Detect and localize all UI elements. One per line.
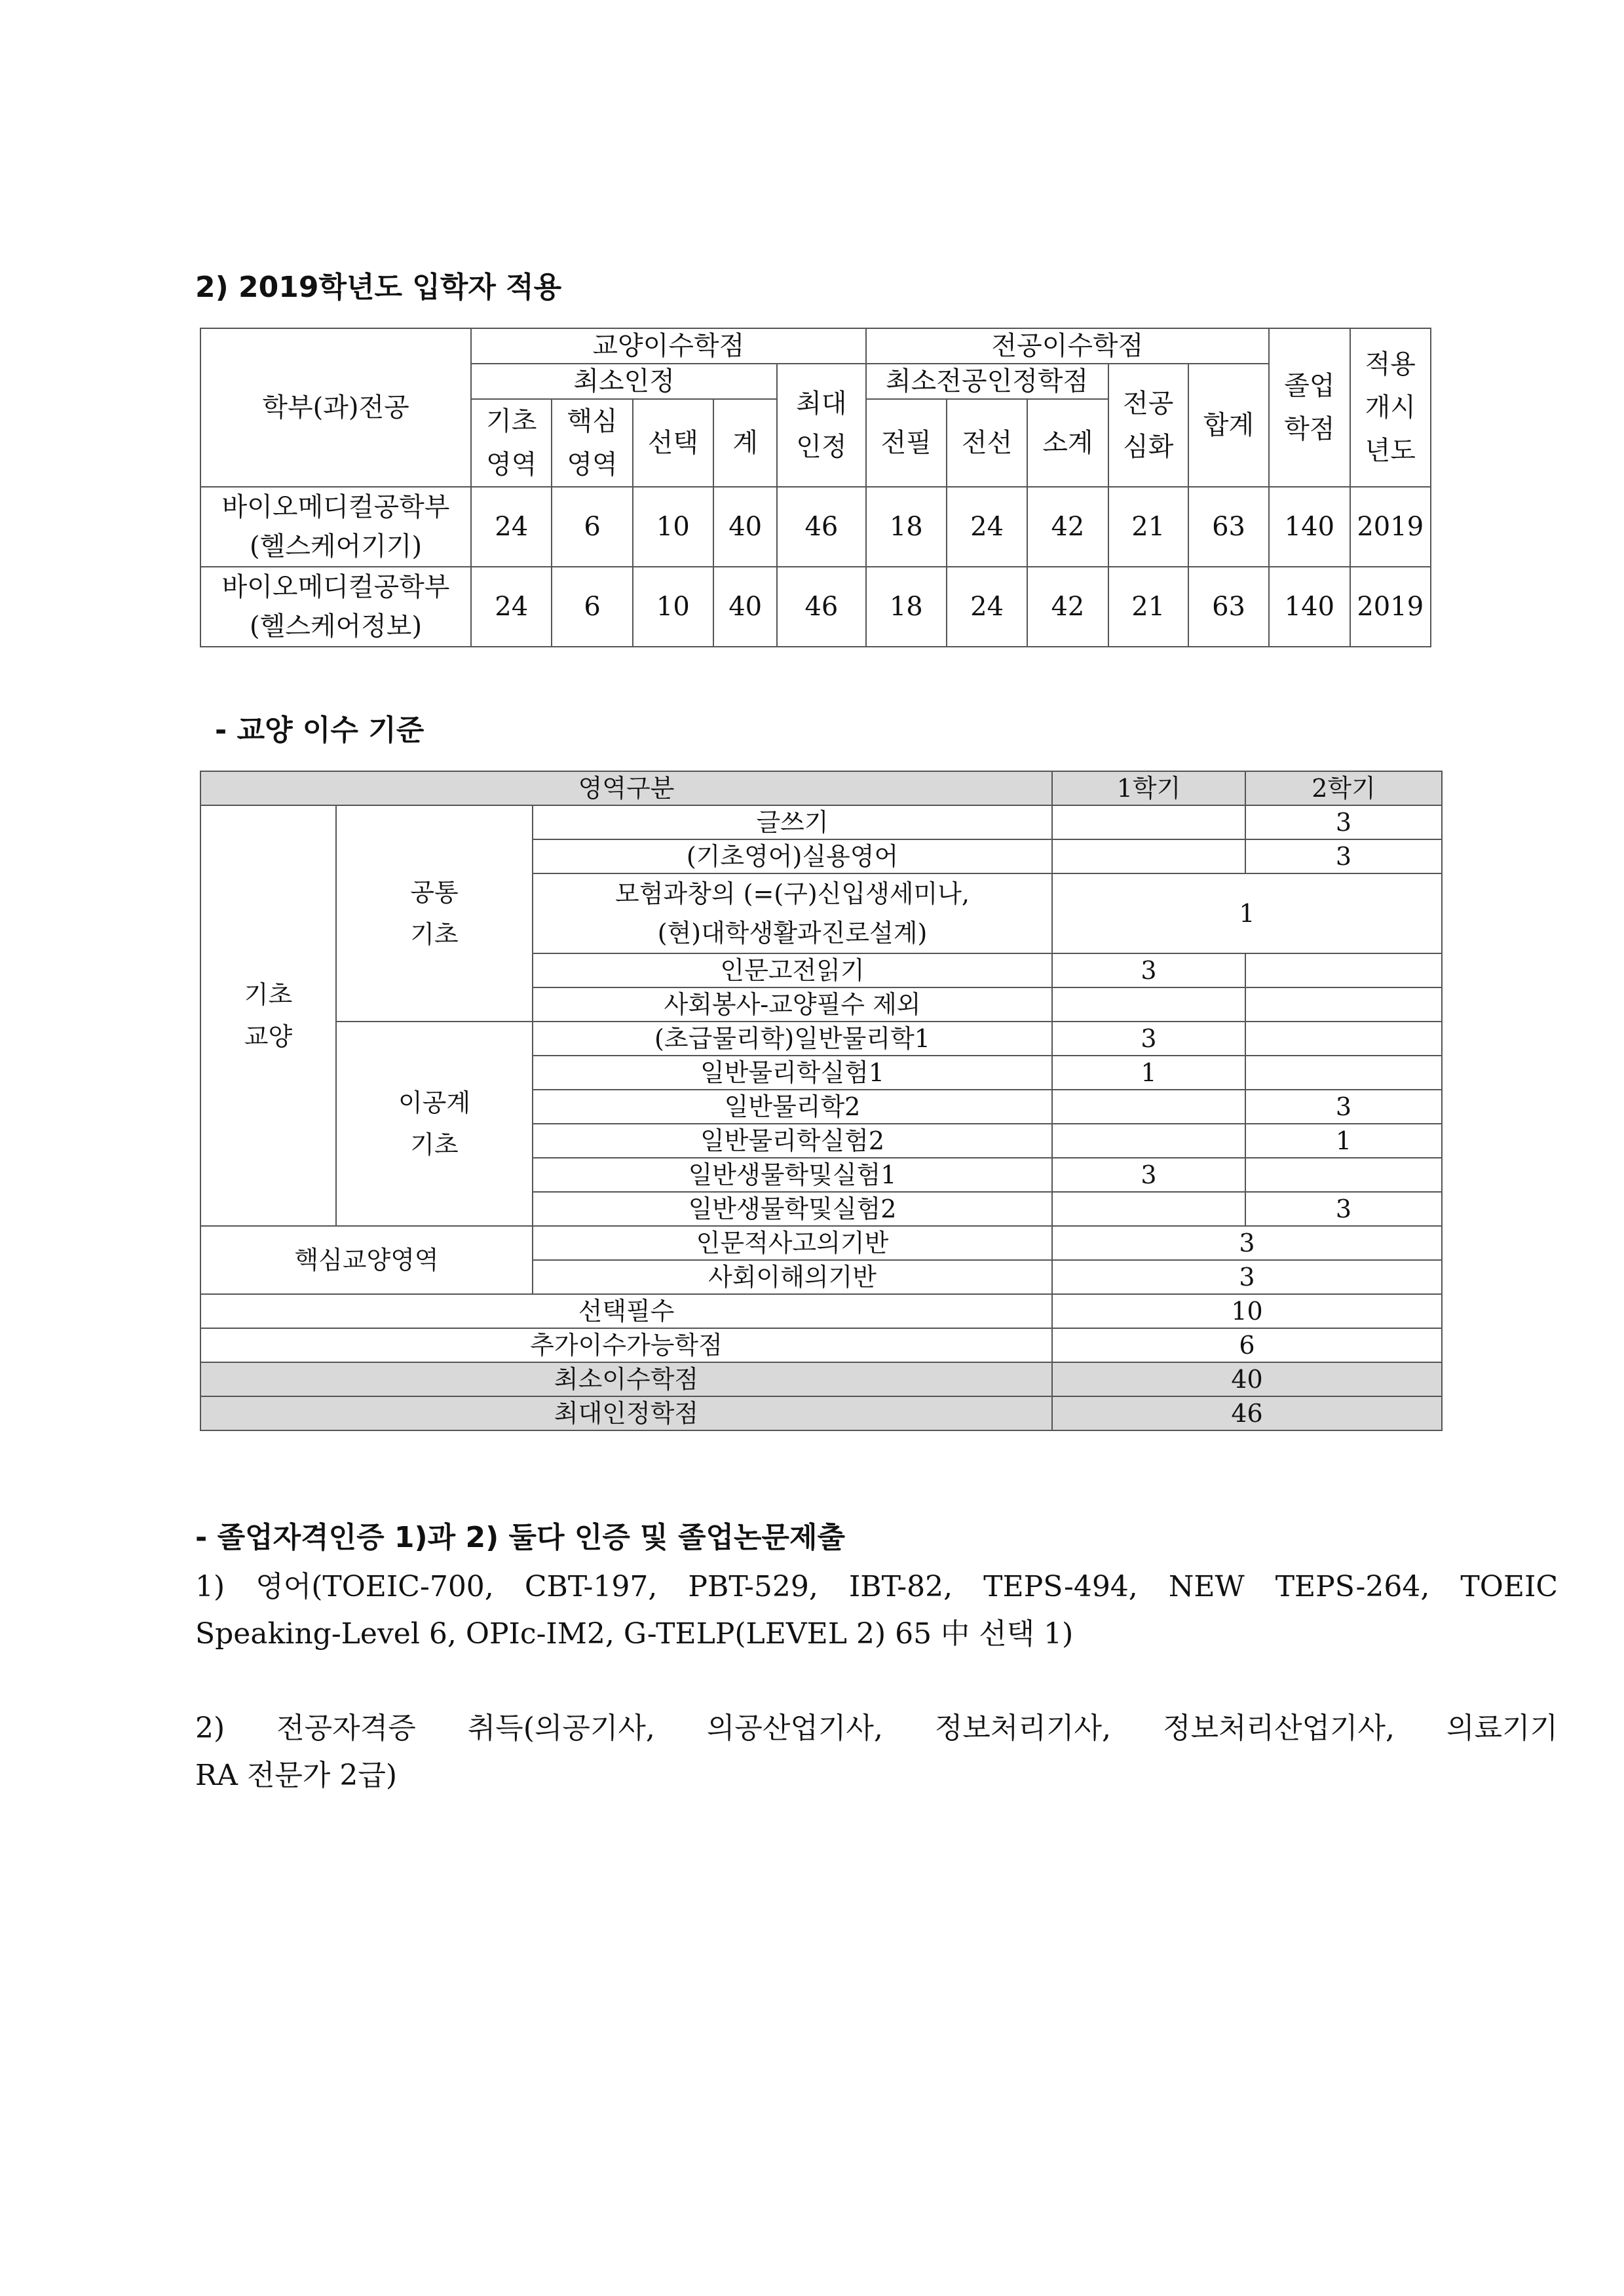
course-name: 사회이해의기반 — [533, 1260, 1052, 1294]
core-label: 핵심교양영역 — [200, 1226, 533, 1294]
cell-sel: 24 — [947, 487, 1027, 567]
summary-name: 최소이수학점 — [200, 1362, 1052, 1396]
header-sum: 계 — [713, 399, 777, 487]
course-sem2: 3 — [1245, 805, 1442, 839]
cell-subtotal: 42 — [1027, 567, 1108, 647]
course-merged: 3 — [1052, 1226, 1442, 1260]
course-name: 일반물리학2 — [533, 1090, 1052, 1124]
course-sem2: 1 — [1245, 1124, 1442, 1158]
group-main: 기초 교양 — [200, 805, 336, 1226]
course-name: 사회봉사-교양필수 제외 — [533, 987, 1052, 1022]
header-sem2: 2학기 — [1245, 771, 1442, 805]
item2-line1: 2) 전공자격증 취득(의공기사, 의공산업기사, 정보처리기사, 정보처리산업기사, 의료기기 — [195, 1712, 1558, 1745]
header-max-recog: 최대 인정 — [777, 364, 865, 487]
table-row — [200, 1396, 1442, 1430]
group-common: 공통 기초 — [336, 805, 533, 1022]
course-merged: 1 — [1052, 873, 1442, 953]
cell-basic: 24 — [471, 487, 552, 567]
course-name: 일반물리학실험2 — [533, 1124, 1052, 1158]
header-subtotal: 소계 — [1027, 399, 1108, 487]
item1-line1: 1) 영어(TOEIC-700, CBT-197, PBT-529, IBT-82, TEPS-494, NEW TEPS-264, TOEIC — [195, 1570, 1558, 1603]
header-req: 전필 — [866, 399, 947, 487]
course-name: (초급물리학)일반물리학1 — [533, 1022, 1052, 1056]
cell-grad: 140 — [1269, 487, 1350, 567]
cell-total: 63 — [1188, 487, 1269, 567]
table-row — [200, 487, 1431, 567]
course-sem2: 3 — [1245, 839, 1442, 873]
header-adv: 전공 심화 — [1108, 364, 1188, 487]
cell-grad: 140 — [1269, 567, 1350, 647]
cell-max: 46 — [777, 567, 865, 647]
course-sem1 — [1052, 1192, 1245, 1226]
cell-req: 18 — [866, 567, 947, 647]
header-year: 적용 개시 년도 — [1350, 328, 1431, 487]
cell-adv: 21 — [1108, 487, 1188, 567]
course-sem2 — [1245, 1022, 1442, 1056]
header-major-group: 전공이수학점 — [866, 328, 1270, 364]
cell-elective: 10 — [633, 567, 713, 647]
cell-max: 46 — [777, 487, 865, 567]
section2-title: - 교양 이수 기준 — [215, 714, 425, 747]
summary-value: 40 — [1052, 1362, 1442, 1396]
header-total: 합계 — [1188, 364, 1269, 487]
cell-subtotal: 42 — [1027, 487, 1108, 567]
course-sem1 — [1052, 839, 1245, 873]
header-min-major: 최소전공인정학점 — [866, 364, 1108, 399]
course-sem1: 3 — [1052, 1158, 1245, 1192]
course-name: (기초영어)실용영어 — [533, 839, 1052, 873]
course-sem2 — [1245, 1056, 1442, 1090]
section1-title: 2) 2019학년도 입학자 적용 — [195, 271, 562, 304]
item2-line2: RA 전문가 2급) — [195, 1759, 398, 1792]
group-eng: 이공계 기초 — [336, 1022, 533, 1226]
course-sem2: 3 — [1245, 1090, 1442, 1124]
header-gen-group: 교양이수학점 — [471, 328, 866, 364]
cell-req: 18 — [866, 487, 947, 567]
course-name: 일반생물학및실험1 — [533, 1158, 1052, 1192]
course-sem1: 3 — [1052, 953, 1245, 987]
cell-year: 2019 — [1350, 567, 1431, 647]
header-area: 영역구분 — [200, 771, 1052, 805]
header-min-recog: 최소인정 — [471, 364, 777, 399]
course-sem2 — [1245, 1158, 1442, 1192]
course-sem2: 3 — [1245, 1192, 1442, 1226]
summary-name: 최대인정학점 — [200, 1396, 1052, 1430]
cell-sum: 40 — [713, 567, 777, 647]
table-row — [200, 1328, 1442, 1362]
course-name: 일반물리학실험1 — [533, 1056, 1052, 1090]
course-sem1 — [1052, 1090, 1245, 1124]
section3-title: - 졸업자격인증 1)과 2) 둘다 인증 및 졸업논문제출 — [195, 1521, 846, 1554]
table-row — [200, 805, 1442, 839]
cell-adv: 21 — [1108, 567, 1188, 647]
header-dept: 학부(과)전공 — [200, 328, 471, 487]
table-row — [200, 1226, 1442, 1260]
row-dept: 바이오메디컬공학부 (헬스케어정보) — [200, 567, 471, 647]
header-basic: 기초 영역 — [471, 399, 552, 487]
table-row — [200, 1362, 1442, 1396]
course-name: 글쓰기 — [533, 805, 1052, 839]
summary-name: 추가이수가능학점 — [200, 1328, 1052, 1362]
table-row — [200, 567, 1431, 647]
summary-value: 46 — [1052, 1396, 1442, 1430]
cell-basic: 24 — [471, 567, 552, 647]
cell-sel: 24 — [947, 567, 1027, 647]
course-sem2 — [1245, 987, 1442, 1022]
header-sem1: 1학기 — [1052, 771, 1245, 805]
summary-value: 6 — [1052, 1328, 1442, 1362]
course-sem1 — [1052, 987, 1245, 1022]
course-sem1 — [1052, 805, 1245, 839]
cell-year: 2019 — [1350, 487, 1431, 567]
course-name: 인문적사고의기반 — [533, 1226, 1052, 1260]
course-name: 모험과창의 (=(구)신입생세미나, (현)대학생활과진로설계) — [533, 873, 1052, 953]
summary-name: 선택필수 — [200, 1294, 1052, 1328]
header-elective: 선택 — [633, 399, 713, 487]
table-row — [200, 1294, 1442, 1328]
table-row — [200, 1022, 1442, 1056]
course-sem2 — [1245, 953, 1442, 987]
credit-table-2019 — [200, 328, 1431, 647]
item1-line2: Speaking-Level 6, OPIc-IM2, G-TELP(LEVEL 2) 65 中 선택 1) — [195, 1617, 1074, 1651]
gen-ed-table — [200, 771, 1443, 1431]
course-name: 인문고전읽기 — [533, 953, 1052, 987]
course-merged: 3 — [1052, 1260, 1442, 1294]
header-grad: 졸업 학점 — [1269, 328, 1350, 487]
header-sel: 전선 — [947, 399, 1027, 487]
cell-core: 6 — [552, 567, 632, 647]
cell-sum: 40 — [713, 487, 777, 567]
cell-core: 6 — [552, 487, 632, 567]
course-sem1 — [1052, 1124, 1245, 1158]
header-core: 핵심 영역 — [552, 399, 632, 487]
cell-elective: 10 — [633, 487, 713, 567]
cell-total: 63 — [1188, 567, 1269, 647]
summary-value: 10 — [1052, 1294, 1442, 1328]
row-dept: 바이오메디컬공학부 (헬스케어기기) — [200, 487, 471, 567]
course-sem1: 3 — [1052, 1022, 1245, 1056]
course-sem1: 1 — [1052, 1056, 1245, 1090]
course-name: 일반생물학및실험2 — [533, 1192, 1052, 1226]
